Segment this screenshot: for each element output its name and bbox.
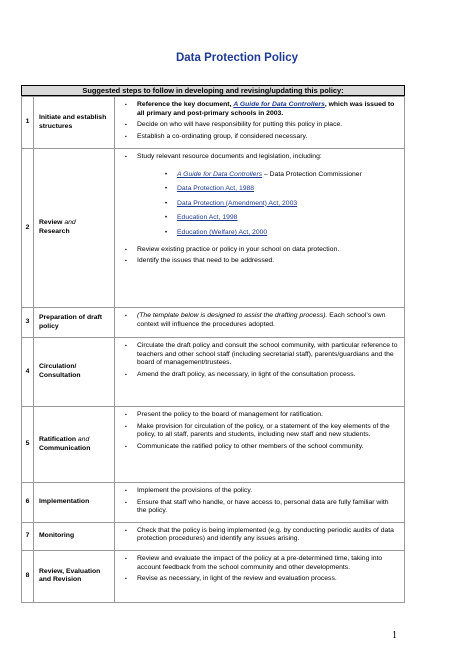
bullet-icon: ▪	[125, 412, 127, 418]
list-item	[165, 200, 398, 209]
text: and	[77, 435, 90, 443]
table-row	[22, 522, 405, 550]
step-content	[115, 308, 405, 338]
list-item	[125, 575, 398, 584]
step-number: 1	[22, 97, 34, 149]
bullet-icon: ▪	[125, 499, 127, 506]
text: Review	[39, 219, 65, 227]
table-row	[22, 550, 405, 602]
step-stage	[34, 149, 115, 308]
page-number: 1	[392, 630, 397, 641]
bullet-icon: ▪	[125, 313, 127, 319]
table-row	[22, 97, 405, 149]
bullet-icon: ▪	[125, 258, 127, 265]
step-content	[115, 338, 405, 407]
bullet-icon: ▪	[125, 443, 127, 450]
step-content	[115, 407, 405, 483]
text: Communication	[39, 444, 91, 452]
step-stage: Circulation/ Consultation	[34, 338, 115, 407]
step-content	[115, 550, 405, 602]
table-row	[22, 338, 405, 407]
bullet-icon: •	[165, 229, 168, 236]
list-item	[125, 133, 398, 142]
list-item	[125, 246, 398, 255]
list-item	[125, 487, 398, 496]
step-stage: Implementation	[34, 483, 115, 523]
bullet-icon: ▪	[125, 154, 127, 160]
bullet-icon: ▪	[125, 423, 127, 430]
text: , which was issued to all primary and post-primary schools in 2003.	[137, 101, 395, 117]
list-item	[125, 443, 398, 452]
step-content	[115, 149, 405, 308]
step-number: 3	[22, 308, 34, 338]
text: Make provision for circulation of the policy, or a statement of the key elements of the policy, to all staff, parents and students, including new staff and new students.	[137, 422, 390, 439]
step-number: 4	[22, 338, 34, 407]
text: Decide on who will have responsibility for putting this policy in place.	[137, 121, 343, 129]
table-row	[22, 149, 405, 308]
text: Communicate the ratified policy to other members of the school community.	[137, 442, 364, 450]
bullet-icon: •	[165, 186, 168, 193]
text: Review existing practice or policy in your school on data protection.	[137, 245, 340, 253]
text: Ratification	[39, 435, 78, 443]
step-stage: Initiate and establish structures	[34, 97, 115, 149]
bullet-icon: ▪	[125, 527, 127, 534]
list-item	[125, 257, 398, 266]
text: and	[64, 219, 76, 227]
step-number: 8	[22, 550, 34, 602]
text: Establish a co-ordinating group, if considered necessary.	[137, 132, 308, 140]
text: Revise as necessary, in light of the review and evaluation process.	[137, 575, 337, 583]
bullet-icon: ▪	[125, 555, 127, 562]
list-item	[125, 527, 398, 544]
text: Present the policy to the board of management for ratification.	[137, 411, 323, 418]
step-stage: Monitoring	[34, 522, 115, 550]
step-content	[115, 97, 405, 149]
text: Each school’s own context will influence the procedures adopted.	[137, 312, 386, 328]
text: Ensure that staff who handle, or have access to, personal data are fully familiar with the policy.	[137, 498, 389, 515]
act-link[interactable]: Data Protection (Amendment) Act, 2003	[177, 199, 298, 207]
list-item	[125, 371, 398, 380]
step-stage	[34, 407, 115, 483]
text: Check that the policy is being implemented (e.g. by conducting periodic audits of data protection procedures) and identify any issues arising.	[137, 526, 394, 543]
guide-link[interactable]: A Guide for Data Controllers	[233, 101, 325, 108]
guide-link[interactable]: A Guide for Data Controllers	[177, 170, 263, 178]
bullet-icon: •	[165, 200, 168, 207]
bullet-icon: •	[165, 171, 168, 178]
step-content	[115, 483, 405, 523]
list-item	[125, 423, 398, 440]
text: Study relevant resource documents and legislation, including:	[137, 153, 322, 160]
steps-table	[21, 96, 405, 603]
text: Circulate the draft policy and consult the school community, with particular reference to teachers and other school staff (including secretarial staff), parents/guardians and the board of management/trustees.	[137, 342, 398, 367]
list-item	[125, 499, 398, 516]
bullet-icon: ▪	[125, 343, 127, 349]
step-number: 5	[22, 407, 34, 483]
list-item	[125, 555, 398, 572]
text: Implement the provisions of the policy.	[137, 487, 253, 494]
list-item	[125, 153, 398, 162]
text: Identify the issues that need to be addressed.	[137, 257, 275, 265]
table-row	[22, 308, 405, 338]
step-stage: Review, Evaluation and Revision	[34, 550, 115, 602]
bullet-icon: ▪	[125, 102, 127, 108]
page-title: Data Protection Policy	[175, 52, 299, 64]
text: Amend the draft policy, as necessary, in light of the consultation process.	[137, 370, 356, 378]
bullet-icon: ▪	[125, 133, 127, 140]
step-content	[115, 522, 405, 550]
bullet-icon: ▪	[125, 246, 127, 253]
bullet-icon: ▪	[125, 371, 127, 378]
text: Research	[39, 228, 70, 235]
list-item	[125, 411, 398, 420]
list-item	[125, 121, 398, 130]
act-link[interactable]: Education (Welfare) Act, 2000	[177, 228, 268, 236]
list-item	[165, 214, 398, 223]
list-item	[125, 342, 398, 368]
bullet-icon: ▪	[125, 122, 127, 129]
text: – Data Protection Commissioner	[262, 170, 362, 178]
bullet-icon: •	[165, 215, 168, 222]
list-item	[165, 185, 398, 194]
step-number: 7	[22, 522, 34, 550]
text: (The template below is designed to assist the drafting process).	[137, 312, 328, 319]
step-number: 6	[22, 483, 34, 523]
act-link[interactable]: Data Protection Act, 1988	[177, 185, 255, 193]
step-number: 2	[22, 149, 34, 308]
act-link[interactable]: Education Act, 1998	[177, 214, 238, 222]
step-stage: Preparation of draft policy	[34, 308, 115, 338]
bullet-icon: ▪	[125, 576, 127, 583]
text: Reference the key document,	[137, 101, 234, 108]
list-item	[125, 101, 398, 118]
list-item	[165, 171, 398, 180]
list-item	[165, 229, 398, 238]
table-row	[22, 407, 405, 483]
text: Review and evaluate the impact of the policy at a pre-determined time, taking into account feedback from the school community and other developments.	[137, 554, 383, 571]
bullet-icon: ▪	[125, 488, 127, 494]
table-row	[22, 483, 405, 523]
list-item	[125, 312, 398, 329]
table-subheader: Suggested steps to follow in developing and revising/updating this policy:	[21, 85, 405, 96]
